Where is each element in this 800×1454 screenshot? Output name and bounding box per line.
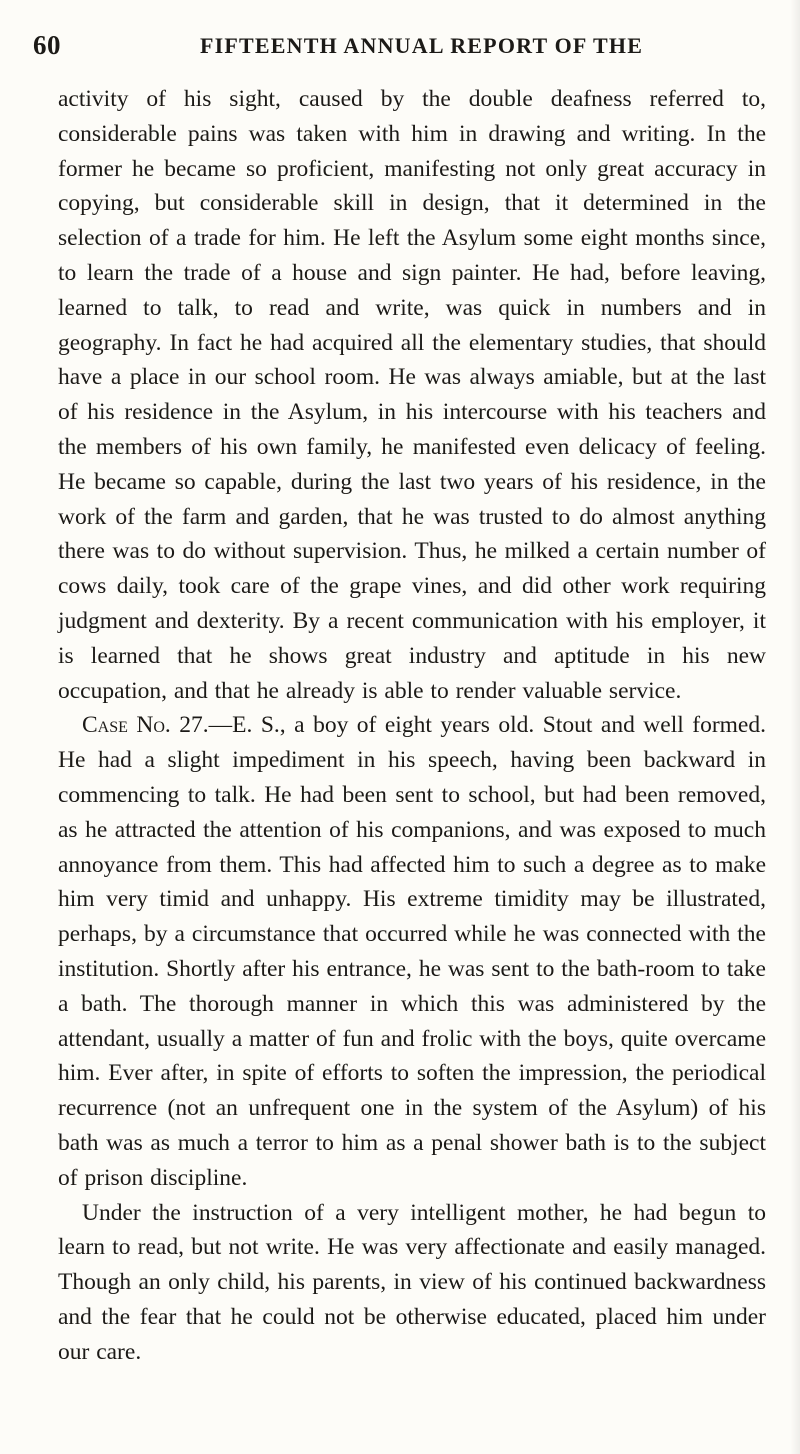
body-text [58, 82, 766, 1369]
page-edge-shadow [790, 0, 800, 1454]
paragraph-instruction: Under the instruction of a very intelligent mother, he had begun to learn to read, but not write. He was very affectionate and easily managed. Though an only child, his parents, in view of his continued backwardness and the fear that he could not be otherwise educated, placed him under our care. [58, 1199, 766, 1365]
case-text: —E. S., a boy of eight years old. Stout and well formed. He had a slight impediment in his speech, having been backward in commencing to talk. He had been sent to school, but had been removed, as he attracted the attention of his companions, and was exposed to much annoyance from them. This had affected him to such a degree as to make him very timid and unhappy. His extreme timidity may be illustrated, perhaps, by a circumstance that occurred while he was connected with the institution. Shortly after his entrance, he was sent to the bath-room to take a bath. The thorough manner in which this was administered by the attendant, usually a matter of fun and frolic with the boys, quite overcame him. Ever after, in spite of efforts to soften the impression, the periodical recurrence (not an unfrequent one in the system of the Asylum) of his bath was as much a terror to him as a penal shower bath is to the subject of prison discipline. [58, 712, 766, 1191]
paragraph-continuation: activity of his sight, caused by the double deafness referred to, considerable pains was taken with him in drawing and writing. In the former he became so proficient, manifesting not only great accuracy in copying, but considerable skill in design, that it determined in the selection of a trade for him. He left the Asylum some eight months since, to learn the trade of a house and sign painter. He had, before leaving, learned to talk, to read and write, was quick in numbers and in geography. In fact he had acquired all the elementary studies, that should have a place in our school room. He was always amiable, but at the last of his residence in the Asylum, in his intercourse with his teachers and the members of his own family, he manifested even delicacy of feeling. He became so capable, during the last two years of his residence, in the work of the farm and garden, that he was trusted to do almost anything there was to do without supervision. Thus, he milked a certain number of cows daily, took care of the grape vines, and did other work requiring judgment and dexterity. By a recent communication with his employer, it is learned that he shows great industry and aptitude in his new occupation, and that he already is able to render valuable service. [58, 86, 766, 704]
case-label: Case No. 27. [82, 712, 209, 739]
running-head: FIFTEENTH ANNUAL REPORT OF THE [200, 33, 644, 58]
page-number: 60 [33, 30, 61, 60]
paragraph-case-27 [58, 708, 766, 1195]
